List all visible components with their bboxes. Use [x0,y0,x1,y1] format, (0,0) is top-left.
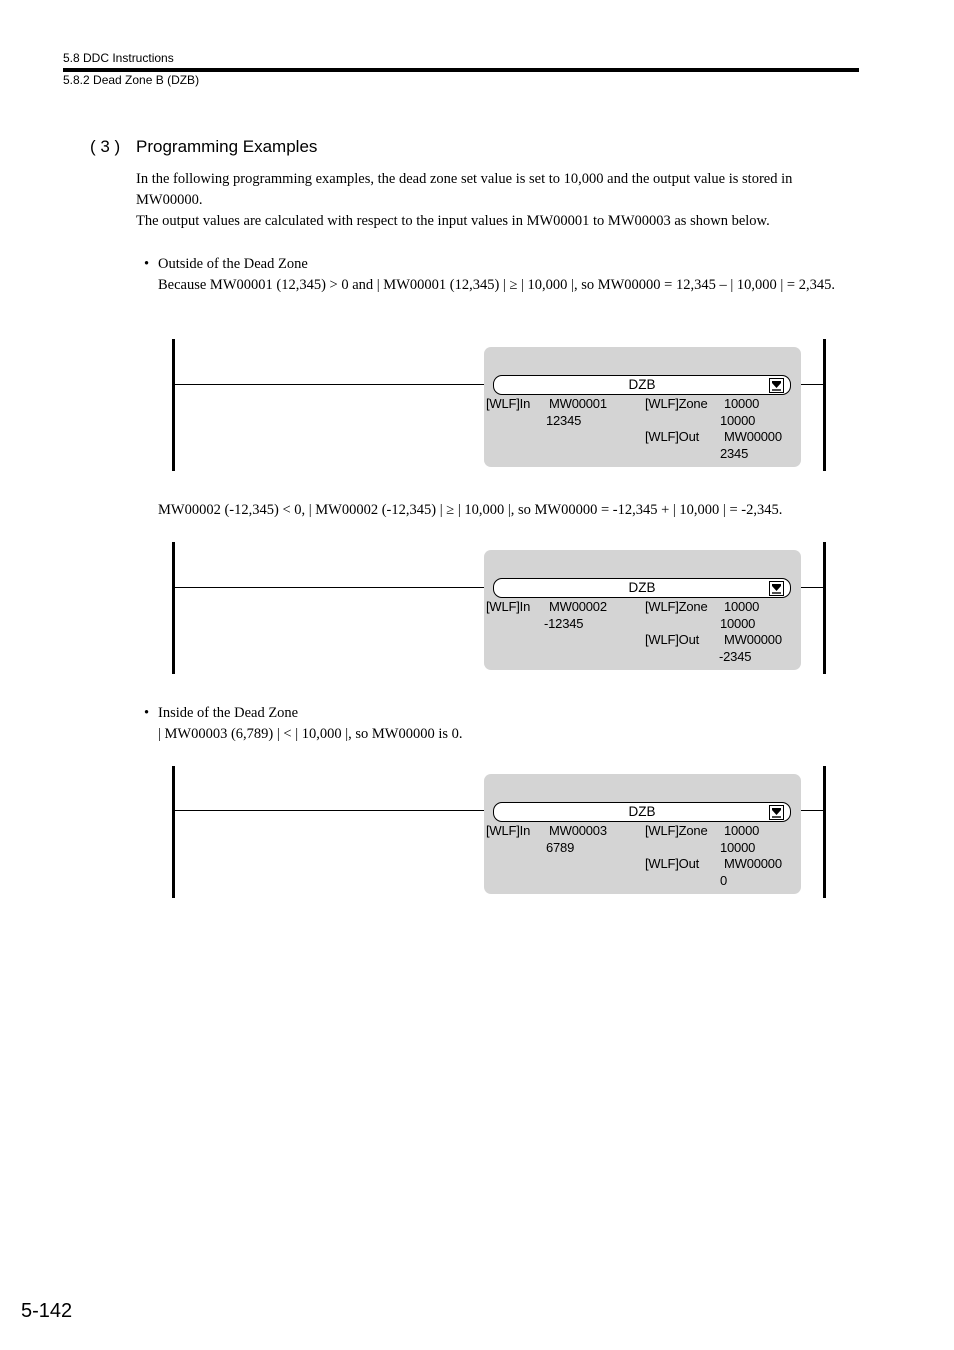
bullet-outside-text: Because MW00001 (12,345) > 0 and | MW00001 (12,345) | ≥ | 10,000 |, so MW00000 = 12,345 – | 10,000 | = 2,345. [158,277,835,293]
input-wire [175,384,498,385]
out-label: [WLF]Out [645,856,700,871]
out-register[interactable]: MW00000 [724,429,782,444]
out-value: -2345 [719,649,752,664]
zone-register[interactable]: 10000 [724,599,760,614]
function-name: DZB [628,804,656,819]
right-power-rail [823,542,826,674]
bullet-inside-dead-zone [144,703,299,724]
zone-value: 10000 [720,616,756,631]
right-power-rail [823,766,826,898]
bullet-title: Outside of the Dead Zone [158,256,308,272]
bullet-outside-dead-zone [144,254,308,275]
section-title: Programming Examples [136,137,318,156]
header-subsection: 5.8.2 Dead Zone B (DZB) [63,73,200,87]
dead-zone-icon [769,378,784,393]
dead-zone-icon [769,581,784,596]
zone-label: [WLF]Zone [645,599,708,614]
out-label: [WLF]Out [645,632,700,647]
left-power-rail [172,339,175,471]
bullet-title: Inside of the Dead Zone [158,705,299,721]
function-header[interactable] [493,375,791,395]
dzb-function-block[interactable] [484,774,801,894]
negative-input-paragraph: MW00002 (-12,345) < 0, | MW00002 (-12,345) | ≥ | 10,000 |, so MW00000 = -12,345 + | 10,000 | = -2,345. [158,502,783,518]
out-register[interactable]: MW00000 [724,632,782,647]
function-header[interactable] [493,578,791,598]
header-section: 5.8 DDC Instructions [63,51,174,65]
out-register[interactable]: MW00000 [724,856,782,871]
bullet-marker: • [144,705,150,721]
in-register[interactable]: MW00003 [549,823,607,838]
zone-register[interactable]: 10000 [724,396,760,411]
function-name: DZB [628,580,656,595]
left-power-rail [172,766,175,898]
out-value: 0 [720,873,728,888]
section-number: ( 3 ) [90,137,121,156]
intro-line-2: The output values are calculated with respect to the input values in MW00001 to MW00003 as shown below. [136,213,770,229]
ladder-diagram-1 [172,339,826,471]
in-value: 6789 [546,840,575,855]
out-label: [WLF]Out [645,429,700,444]
zone-label: [WLF]Zone [645,396,708,411]
section-heading [90,136,317,158]
function-header[interactable] [493,802,791,822]
right-power-rail [823,339,826,471]
bullet-inside-text: | MW00003 (6,789) | < | 10,000 |, so MW00000 is 0. [158,726,463,742]
zone-value: 10000 [720,413,756,428]
ladder-diagram-2 [172,542,826,674]
in-value: -12345 [544,616,584,631]
input-wire [175,587,498,588]
header-rule [63,68,859,72]
page-number: 5-142 [21,1300,73,1322]
in-register[interactable]: MW00001 [549,396,607,411]
zone-register[interactable]: 10000 [724,823,760,838]
intro-line-1: In the following programming examples, the dead zone set value is set to 10,000 and the output value is stored in MW00000. [136,171,793,208]
left-power-rail [172,542,175,674]
zone-label: [WLF]Zone [645,823,708,838]
in-register[interactable]: MW00002 [549,599,607,614]
out-value: 2345 [720,446,749,461]
dzb-function-block[interactable] [484,550,801,670]
dead-zone-icon [769,805,784,820]
in-label: [WLF]In [486,599,531,614]
ladder-diagram-3 [172,766,826,898]
in-value: 12345 [546,413,582,428]
in-label: [WLF]In [486,823,531,838]
dzb-function-block[interactable] [484,347,801,467]
zone-value: 10000 [720,840,756,855]
intro-paragraph [136,169,836,232]
bullet-marker: • [144,256,150,272]
function-name: DZB [628,377,656,392]
in-label: [WLF]In [486,396,531,411]
input-wire [175,810,498,811]
